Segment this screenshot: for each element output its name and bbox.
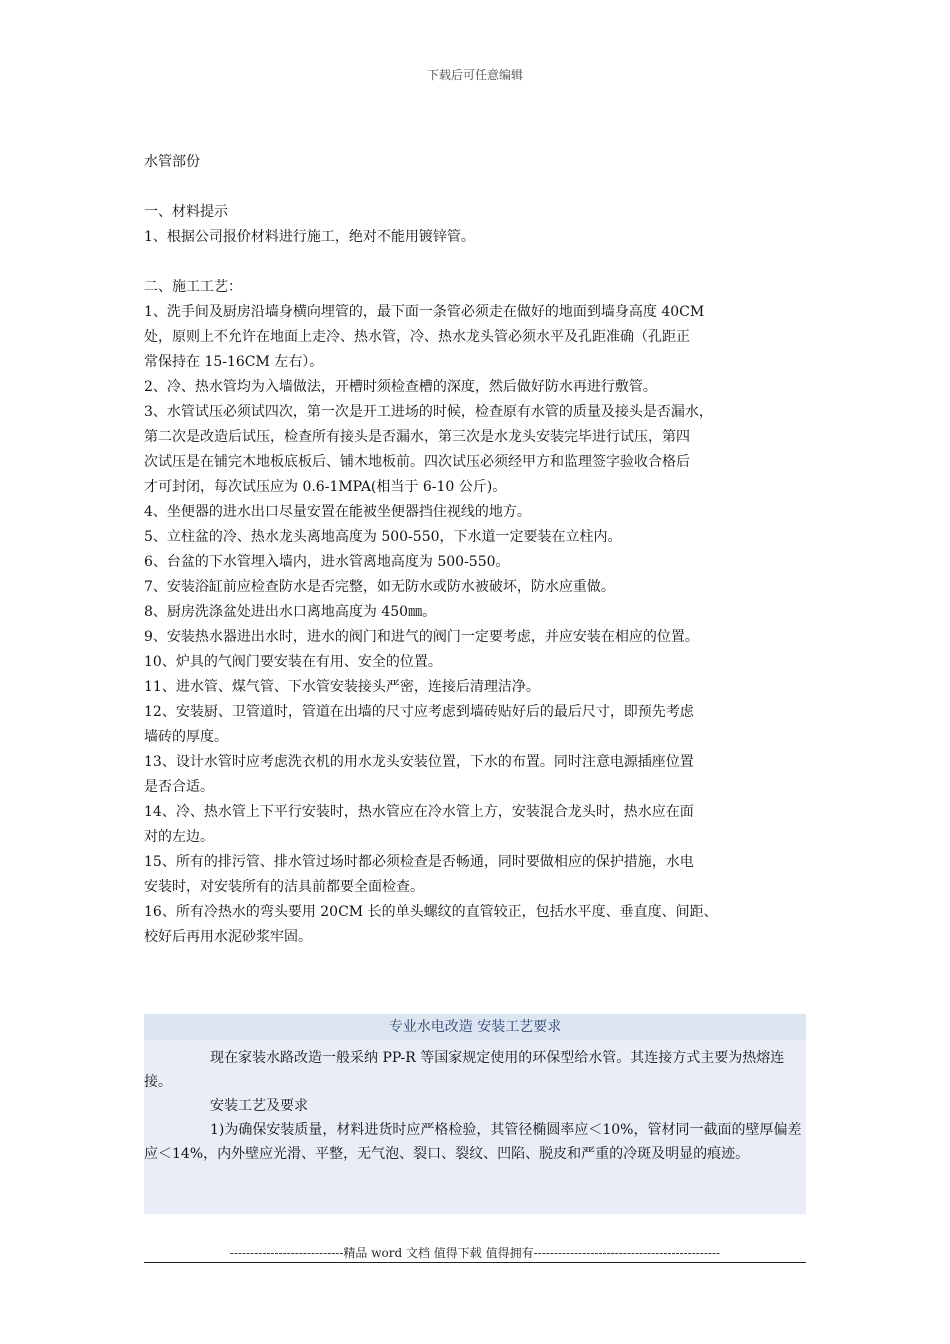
process-line: 第二次是改造后试压，检查所有接头是否漏水，第三次是水龙头安装完毕进行试压，第四 — [144, 429, 690, 445]
process-line: 墙砖的厚度。 — [144, 729, 228, 745]
process-line: 8、厨房洗涤盆处进出水口离地高度为 450㎜。 — [144, 604, 437, 620]
process-line: 次试压是在铺完木地板底板后、铺木地板前。四次试压必须经甲方和监理签字验收合格后 — [144, 454, 690, 470]
box-title: 专业水电改造 安装工艺要求 — [144, 1014, 806, 1040]
process-line: 常保持在 15-16CM 左右）。 — [144, 354, 324, 370]
process-line: 13、设计水管时应考虑洗衣机的用水龙头安装位置，下水的布置。同时注意电源插座位置 — [144, 754, 694, 770]
materials-item: 1、根据公司报价材料进行施工，绝对不能用镀锌管。 — [144, 229, 475, 245]
installation-requirements-box — [144, 1014, 806, 1214]
footer-divider — [144, 1262, 806, 1263]
process-line: 4、坐便器的进水出口尽量安置在能被坐便器挡住视线的地方。 — [144, 504, 531, 520]
process-line: 2、冷、热水管均为入墙做法，开槽时须检查槽的深度，然后做好防水再进行敷管。 — [144, 379, 657, 395]
process-line: 14、冷、热水管上下平行安装时，热水管应在冷水管上方，安装混合龙头时，热水应在面 — [144, 804, 694, 820]
box-body — [144, 1040, 806, 1166]
page-footer: ----------------------------精品 word 文档 值得下载 值得拥有---------------------------------------------- — [229, 1246, 721, 1260]
process-line: 处，原则上不允许在地面上走冷、热水管，冷、热水龙头管必须水平及孔距准确（孔距正 — [144, 329, 690, 345]
process-line: 11、进水管、煤气管、下水管安装接头严密，连接后清理洁净。 — [144, 679, 540, 695]
page-header: 下载后可任意编辑 — [426, 68, 523, 82]
process-line: 5、立柱盆的冷、热水龙头离地高度为 500-550，下水道一定要装在立柱内。 — [144, 529, 622, 545]
box-paragraph: 现在家装水路改造一般采纳 PP-R 等国家规定使用的环保型给水管。其连接方式主要为热熔连接。 — [144, 1050, 785, 1090]
process-line: 10、炉具的气阀门要安装在有用、安全的位置。 — [144, 654, 442, 670]
section-heading-materials: 一、材料提示 — [144, 204, 228, 220]
process-line: 6、台盆的下水管埋入墙内，进水管离地高度为 500-550。 — [144, 554, 510, 570]
process-line: 16、所有冷热水的弯头要用 20CM 长的单头螺纹的直管较正，包括水平度、垂直度、间距、 — [144, 904, 718, 920]
process-line: 是否合适。 — [144, 779, 214, 795]
box-subheading: 安装工艺及要求 — [210, 1098, 308, 1114]
document-body — [144, 150, 809, 950]
process-line: 才可封闭，每次试压应为 0.6-1MPA(相当于 6-10 公斤)。 — [144, 479, 507, 495]
process-line: 9、安装热水器进出水时，进水的阀门和进气的阀门一定要考虑，并应安装在相应的位置。 — [144, 629, 699, 645]
process-line: 对的左边。 — [144, 829, 214, 845]
process-line: 15、所有的排污管、排水管过场时都必须检查是否畅通，同时要做相应的保护措施，水电 — [144, 854, 694, 870]
process-line: 7、安装浴缸前应检查防水是否完整，如无防水或防水被破坏，防水应重做。 — [144, 579, 615, 595]
process-line: 1、洗手间及厨房沿墙身横向埋管的，最下面一条管必须走在做好的地面到墙身高度 40CM — [144, 304, 705, 320]
box-paragraph: 1)为确保安装质量，材料进货时应严格检验，其管径椭圆率应＜10%，管材同一截面的壁厚偏差应＜14%，内外壁应光滑、平整，无气泡、裂口、裂纹、凹陷、脱皮和严重的冷斑及明显的痕迹。 — [144, 1122, 802, 1162]
process-line: 3、水管试压必须试四次，第一次是开工进场的时候，检查原有水管的质量及接头是否漏水， — [144, 404, 713, 420]
process-line: 校好后再用水泥砂浆牢固。 — [144, 929, 312, 945]
section-heading-process: 二、施工工艺： — [144, 279, 242, 295]
doc-title: 水管部份 — [144, 154, 200, 170]
process-line: 安装时，对安装所有的洁具前都要全面检查。 — [144, 879, 424, 895]
process-line: 12、安装厨、卫管道时，管道在出墙的尺寸应考虑到墙砖贴好后的最后尺寸，即预先考虑 — [144, 704, 694, 720]
